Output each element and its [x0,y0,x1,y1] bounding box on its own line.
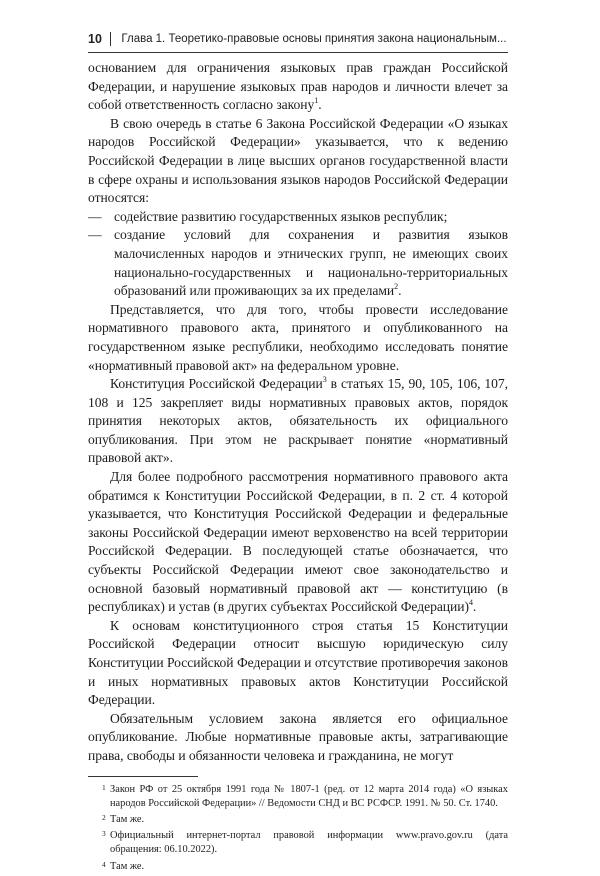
paragraph-7: Обязательным условием закона является его официальное опубликование. Любые нормативные правовые акты, затрагивающие права, свободы и обязанности человека и гражданина, не могут [88,710,508,763]
footnote-ref-4: 4 [468,598,473,608]
footnote-text: Закон РФ от 25 октября 1991 года № 1807-1 (ред. от 12 марта 2014 года) «О языках народов Российской Федерации» // Ведомости СНД и ВС РСФСР. 1991. № 50. Ст. 1740. [110,783,508,809]
footnotes [88,783,508,874]
paragraph-1 [88,59,508,115]
paragraph-1-text: основанием для ограничения языковых прав граждан Российской Федерации, и нарушение языковых прав народов и личности влечет за собой ответственность согласно закону [88,60,508,113]
footnote [88,783,508,811]
book-page [88,28,508,876]
paragraph-2: В свою очередь в статье 6 Закона Российской Федерации «О языках народов Российской Федерации» указывается, что к ведению Российской Федерации в лице высших органов государственной власти в сфере охраны и использования языков народов Российской Федерации относятся: [88,115,508,206]
footnote-ref-3: 3 [322,375,327,385]
list-dash: — [88,227,102,243]
body-text [88,59,508,766]
footnote-mark: 1 [102,782,106,792]
footnote-text: Официальный интернет-портал правовой информации www.pravo.gov.ru (дата обращения: 06.10.2022). [110,830,508,856]
page-number: 10 [88,32,102,46]
footnote-ref-1: 1 [314,96,319,106]
competence-list [88,208,508,301]
paragraph-5-text: Для более подробного рассмотрения нормативного правового акта обратимся к Конституции Российской Федерации, в п. 2 ст. 4 которой указывается, что Конституция Российской Федерации и федеральные законы Российской Федерации имеют верховенство на всей территории Российской Федерации. В последующей статье обозначается, что субъекты Российской Федерации имеют свое законодательство и основной базовый нормативный правовой акт — конституцию (в республиках) и устав (в других субъектах Российской Федерации) [88,469,508,615]
footnote [88,860,508,874]
paragraph-4 [88,375,508,468]
paragraph-1-end: . [318,97,322,113]
paragraph-5-end: . [472,599,477,615]
footnote-text: Там же. [110,813,145,825]
header-separator [110,32,112,46]
footnote-text: Там же. [110,860,145,872]
list-item [88,208,508,227]
header-rule [88,52,508,53]
list-item-end: . [398,283,402,299]
footnote-mark: 3 [102,829,106,839]
footnote-rule [88,776,198,777]
paragraph-3: Представляется, что для того, чтобы провести исследование нормативного правового акта, принятого и опубликованного на государственном языке республики, необходимо исследовать понятие «нормативный правовой акт» на федеральном уровне. [88,301,508,373]
list-item [88,226,508,300]
paragraph-5 [88,468,508,617]
footnote [88,813,508,827]
footnote-mark: 4 [102,859,106,869]
footnote [88,829,508,857]
list-item-text: содействие развитию государственных языков республик; [114,208,448,224]
paragraph-4-text-b: в статьях 15, 90, 105, 106, 107, 108 и 125 закрепляет виды нормативных правовых актов, порядок принятия некоторых актов, обязательность их официального опубликования. При этом не раскрывает понятие «нормативный правовой акт». [88,376,508,466]
running-title: Глава 1. Теоретико-правовые основы принятия закона национальным... [121,33,507,45]
footnote-ref-2: 2 [394,282,399,292]
list-item-text: создание условий для сохранения и развития языков малочисленных народов и этнических групп, не имеющих своих национально-государственных и национально-территориальных образований или проживающих за их пределами [114,227,508,299]
paragraph-4-text-a: Конституция Российской Федерации [110,376,323,392]
running-header [88,28,508,50]
paragraph-6: К основам конституционного строя статья 15 Конституции Российской Федерации относит высшую юридическую силу Конституции Российской Федерации и отсутствие противоречия законов и иных нормативных правовых актов Конституции Российской Федерации. [88,617,508,708]
list-dash: — [88,208,102,224]
footnote-mark: 2 [102,812,106,822]
